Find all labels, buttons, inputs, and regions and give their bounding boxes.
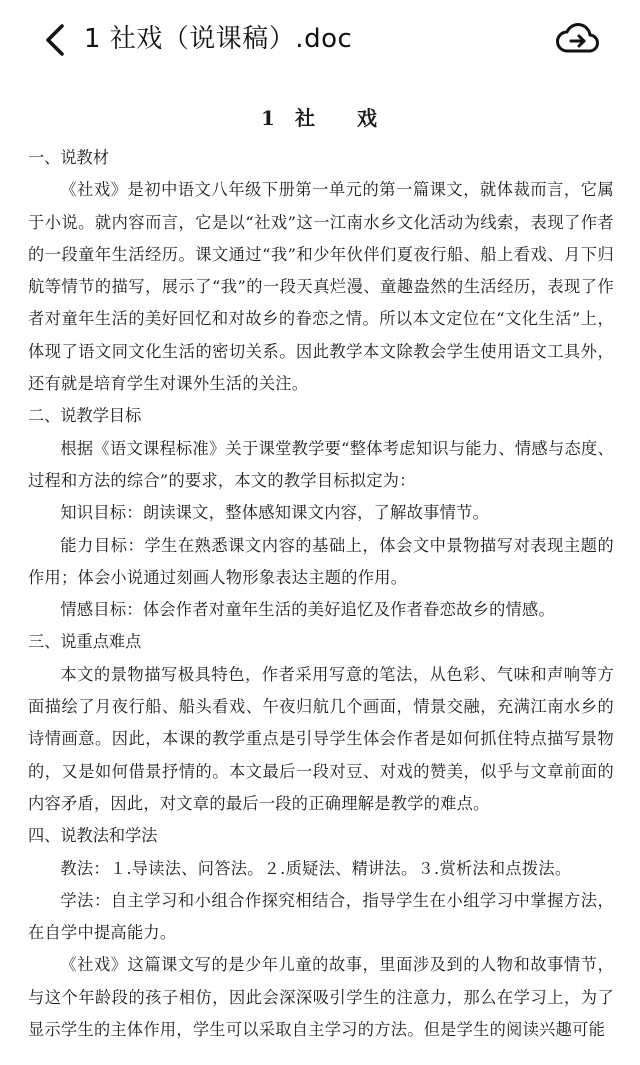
paragraph: 学法：自主学习和小组合作探究相结合，指导学生在小组学习中掌握方法，在自学中提高能力。 (28, 890, 614, 943)
cloud-upload-button[interactable] (556, 20, 600, 56)
paragraph: 根据《语文课程标准》关于课堂教学要“整体考虑知识与能力、情感与态度、过程和方法的综合”的要求，本文的教学目标拟定为： (28, 438, 614, 490)
heading-word-2: 戏 (356, 106, 379, 130)
section-title-2: 二、说教学目标 (28, 406, 142, 426)
heading-number: 1 (261, 106, 277, 130)
document-title: 1 社戏（说课稿）.doc (84, 24, 353, 54)
paragraph: 《社戏》这篇课文写的是少年儿童的故事，里面涉及到的人物和故事情节，与这个年龄段的孩子相仿，因此会深深吸引学生的注意力，那么在学习上，为了显示学生的主体作用，学生可以采取自主学习的方法。但是学生的阅读兴趣可能 (28, 955, 614, 1040)
top-bar (0, 0, 640, 78)
paragraph: 教法：１.导读法、问答法。２.质疑法、精讲法。３.赏析法和点拨法。 (60, 858, 572, 878)
paragraph: 本文的景物描写极具特色，作者采用写意的笔法，从色彩、气味和声响等方面描绘了月夜行船、船头看戏、午夜归航几个画面，情景交融，充满江南水乡的诗情画意。因此，本课的教学重点是引导学生体会作者是如何抓住特点描写景物的，又是如何借景抒情的。本文最后一段对豆、对戏的赞美，似乎与文章前面的内容矛盾，因此，对文章的最后一段的正确理解是教学的难点。 (28, 664, 614, 813)
paragraph: 能力目标：学生在熟悉课文内容的基础上，体会文中景物描写对表现主题的作用；体会小说通过刻画人物形象表达主题的作用。 (28, 535, 614, 587)
document-body (28, 142, 614, 1046)
paragraph: 《社戏》是初中语文八年级下册第一单元的第一篇课文，就体裁而言，它属于小说。就内容而言，它是以“社戏”这一江南水乡文化活动为线索，表现了作者的一段童年生活经历。课文通过“我”和少年伙伴们夏夜行船、船上看戏、月下归航等情节的描写，展示了“我”的一段天真烂漫、童趣盎然的生活经历，表现了作者对童年生活的美好回忆和对故乡的眷恋之情。所以本文定位在“文化生活”上，体现了语文同文化生活的密切关系。因此教学本文除教会学生使用语文工具外，还有就是培育学生对课外生活的关注。 (28, 180, 614, 394)
heading-word-1: 社 (294, 106, 317, 130)
paragraph: 知识目标：朗读课文，整体感知课文内容，了解故事情节。 (60, 503, 490, 523)
chevron-left-icon (40, 22, 72, 58)
section-title-4: 四、说教法和学法 (28, 826, 158, 846)
back-button[interactable] (40, 22, 72, 58)
paragraph: 情感目标：体会作者对童年生活的美好追忆及作者眷恋故乡的情感。 (60, 600, 556, 620)
document-page[interactable] (0, 78, 640, 1065)
section-title-3: 三、说重点难点 (28, 632, 142, 652)
section-title-1: 一、说教材 (28, 148, 109, 167)
cloud-upload-icon (556, 20, 600, 56)
document-heading (0, 102, 640, 131)
